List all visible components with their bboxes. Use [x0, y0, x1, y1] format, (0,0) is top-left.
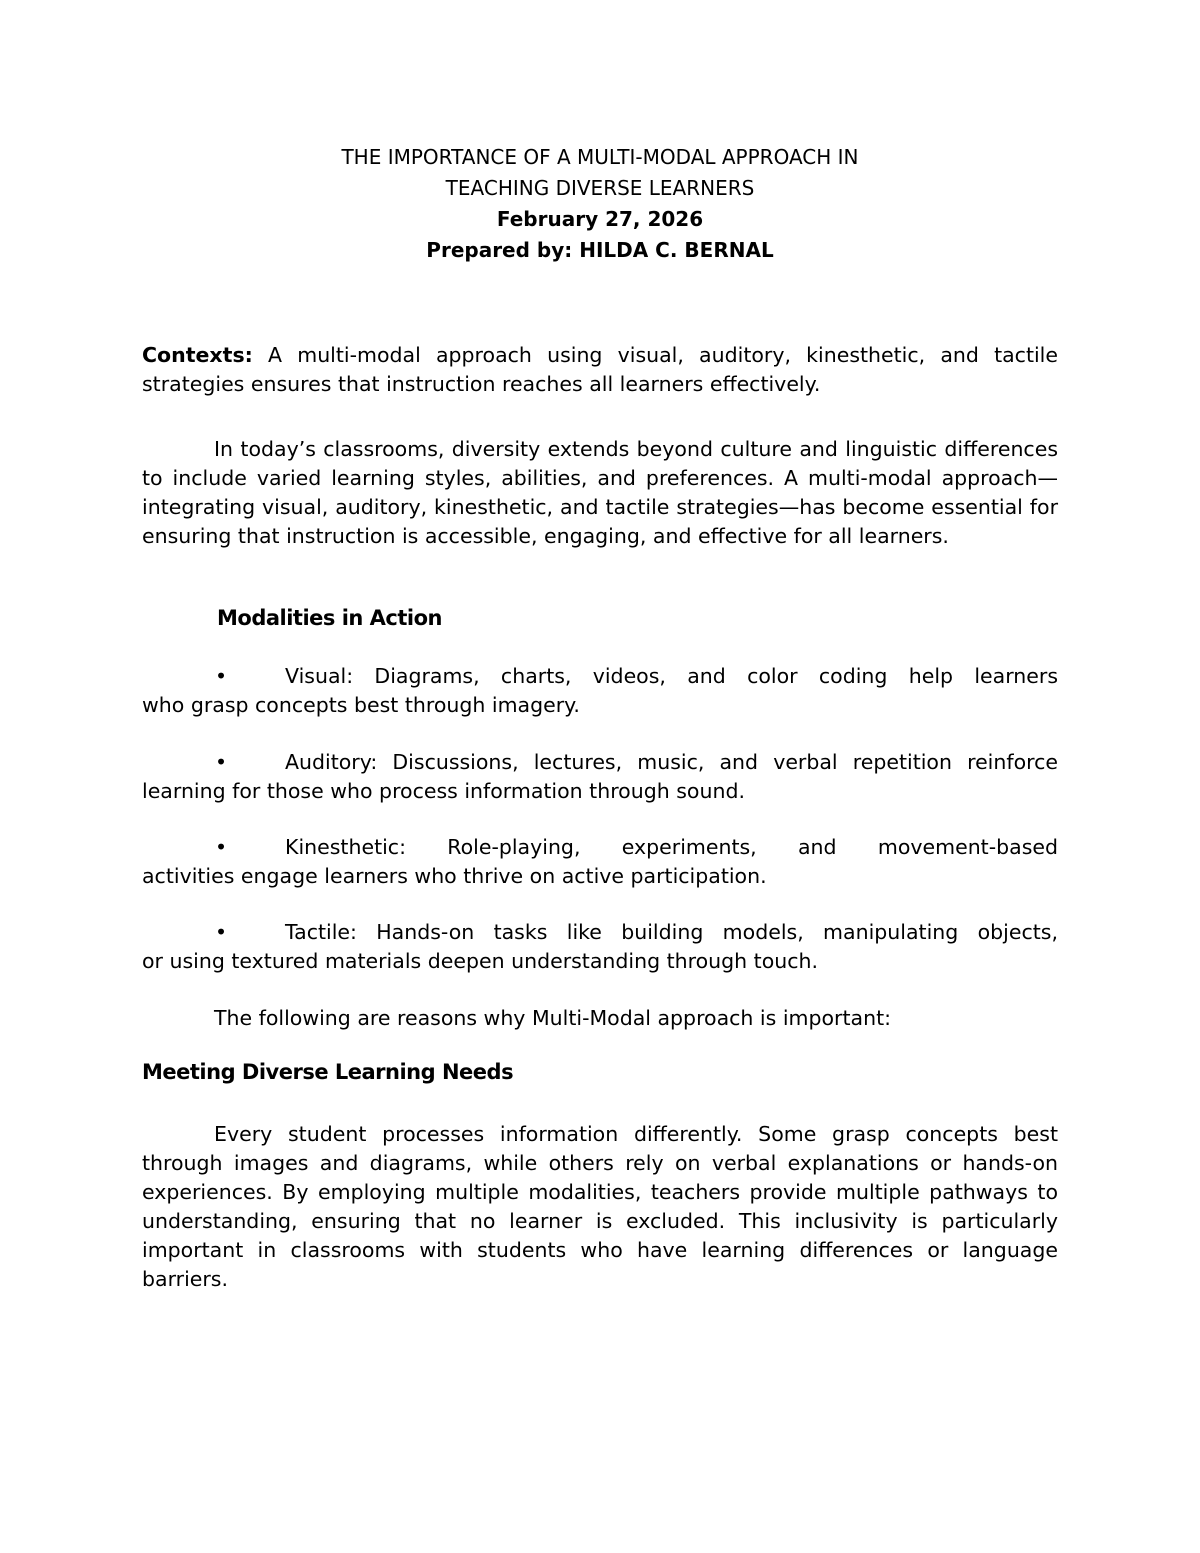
- contexts-text: A multi-modal approach using visual, auditory, kinesthetic, and tactile strategies ensures that instruction reaches all learners effectively.: [142, 343, 1058, 396]
- modality-item-continuation: learning for those who process information through sound.: [142, 779, 745, 803]
- bullet-symbol: •: [215, 750, 228, 774]
- modality-item-line: Tactile: Hands-on tasks like building models, manipulating objects,: [285, 920, 1058, 944]
- contexts-paragraph: [142, 341, 1058, 399]
- document-header: [0, 142, 1200, 266]
- modality-item-tactile: [142, 918, 1058, 976]
- section-paragraph-diverse-needs: Every student processes information differently. Some grasp concepts best through images and diagrams, while others rely on verbal explanations or hands-on experiences. By employing multiple modalities, teachers provide multiple pathways to understanding, ensuring that no learner is excluded. This inclusivity is particularly important in classrooms with students who have learning differences or language barriers.: [142, 1122, 1058, 1291]
- modality-item-continuation: or using textured materials deepen understanding through touch.: [142, 949, 819, 973]
- title-line-1: THE IMPORTANCE OF A MULTI-MODAL APPROACH IN: [341, 145, 859, 169]
- modality-item-auditory: [142, 748, 1058, 806]
- modality-item-kinesthetic: [142, 833, 1058, 891]
- contexts-label: Contexts:: [142, 343, 253, 367]
- modality-item-visual: [142, 662, 1058, 720]
- modality-item-line: Kinesthetic: Role-playing, experiments, and movement-based: [285, 835, 1058, 859]
- modality-item-line: Visual: Diagrams, charts, videos, and color coding help learners: [285, 664, 1058, 688]
- bullet-symbol: •: [215, 664, 228, 688]
- bullet-symbol: •: [215, 920, 228, 944]
- section-heading-diverse-needs: Meeting Diverse Learning Needs: [142, 1060, 514, 1084]
- modality-item-line: Auditory: Discussions, lectures, music, and verbal repetition reinforce: [285, 750, 1058, 774]
- bullet-symbol: •: [215, 835, 228, 859]
- title-line-2: TEACHING DIVERSE LEARNERS: [445, 176, 755, 200]
- modality-item-continuation: who grasp concepts best through imagery.: [142, 693, 580, 717]
- modality-item-continuation: activities engage learners who thrive on active participation.: [142, 864, 767, 888]
- modalities-heading: Modalities in Action: [217, 606, 442, 630]
- prepared-by: Prepared by: HILDA C. BERNAL: [426, 238, 774, 262]
- intro-paragraph: In today’s classrooms, diversity extends beyond culture and linguistic differences to include varied learning styles, abilities, and preferences. A multi-modal approach—integrating visual, auditory, kinesthetic, and tactile strategies—has become essential for ensuring that instruction is accessible, engaging, and effective for all learners.: [142, 437, 1058, 548]
- document-date: February 27, 2026: [496, 207, 704, 231]
- reasons-intro: The following are reasons why Multi-Modal approach is important:: [214, 1006, 892, 1030]
